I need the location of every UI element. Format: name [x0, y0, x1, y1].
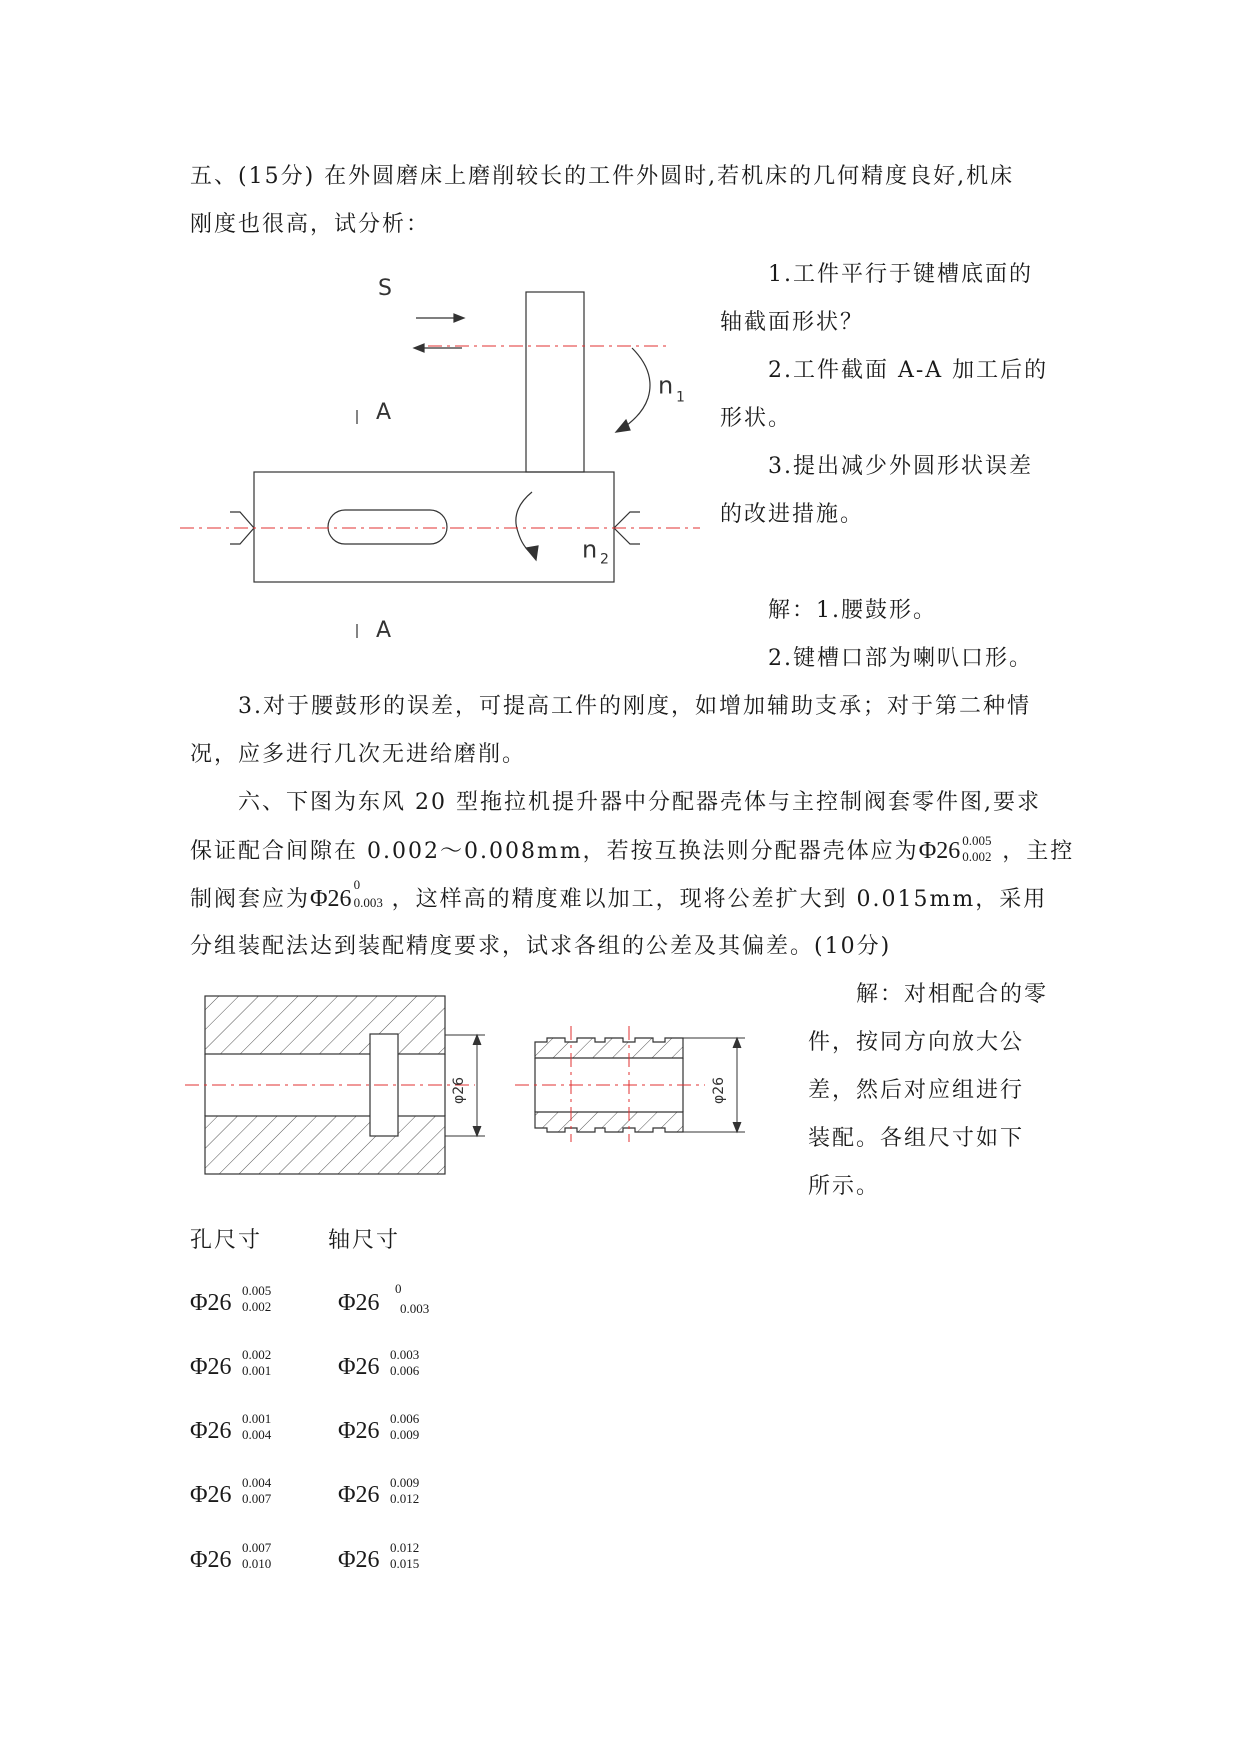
label-n2-sub: 2 — [600, 551, 609, 568]
q6-solution-2: 件，按同方向放大公 — [808, 1030, 1025, 1055]
dim-label-housing: φ26 — [451, 1076, 467, 1104]
q6-line-2 — [190, 833, 1075, 867]
q6-line-3 — [190, 877, 1048, 915]
q6-phi-26: Φ26 — [918, 838, 961, 864]
q6-line-3-post: ，这样高的精度难以加工，现将公差扩大到 0.015mm，采用 — [391, 887, 1048, 912]
parts-drawing — [185, 990, 785, 1180]
q5-item-1a: 1.工件平行于键槽底面的 — [768, 262, 1033, 287]
label-n1: n — [658, 371, 674, 400]
q5-answer-1: 解：1.腰鼓形。 — [768, 598, 937, 623]
rotation-arrow-n2 — [516, 492, 532, 554]
label-a-top: A — [376, 400, 392, 426]
q6-line-2-text: 保证配合间隙在 0.002～0.008mm，若按互换法则分配器壳体应为 — [190, 839, 919, 864]
grinding-wheel — [526, 292, 584, 472]
dim-label-sleeve: φ26 — [711, 1076, 727, 1104]
q5-answer-3a: 3.对于腰鼓形的误差，可提高工件的刚度，如增加辅助支承；对于第二种情 — [238, 694, 1031, 719]
q6-solution-3: 差，然后对应组进行 — [808, 1078, 1025, 1103]
label-s: S — [378, 276, 392, 302]
q6-line-4: 分组装配法达到装配精度要求，试求各组的公差及其偏差。(10分) — [190, 934, 892, 959]
q5-item-2b: 形状。 — [720, 406, 793, 431]
q6-line-1: 六、下图为东风 20 型拖拉机提升器中分配器壳体与主控制阀套零件图,要求 — [238, 790, 1041, 815]
label-a-bottom: A — [376, 618, 392, 644]
q5-item-2a: 2.工件截面 A-A 加工后的 — [768, 358, 1049, 383]
rotation-arrow-n1 — [620, 348, 650, 430]
q6-solution-4: 装配。各组尺寸如下 — [808, 1126, 1025, 1151]
q6-tolerance-2: 0 0.003 — [353, 877, 383, 910]
keyway-slot — [328, 510, 447, 544]
grinding-diagram — [180, 270, 700, 670]
q6-line-2-post: ，主控 — [1002, 839, 1075, 864]
q6-solution-5: 所示。 — [808, 1174, 881, 1199]
q5-line-2: 刚度也很高，试分析： — [190, 212, 431, 237]
q5-item-1b: 轴截面形状？ — [720, 310, 865, 335]
q5-item-3b: 的改进措施。 — [720, 502, 865, 527]
shaft-size-header: 轴尺寸 — [328, 1228, 401, 1253]
label-n1-sub: 1 — [676, 389, 685, 406]
q5-answer-3b: 况，应多进行几次无进给磨削。 — [190, 742, 527, 767]
q5-answer-2: 2.键槽口部为喇叭口形。 — [768, 646, 1033, 671]
label-n2: n — [582, 535, 598, 564]
q5-line-1: 五、(15分) 在外圆磨床上磨削较长的工件外圆时,若机床的几何精度良好,机床 — [190, 164, 1015, 189]
q6-line-3-text: 制阀套应为 — [190, 887, 311, 912]
q5-item-3a: 3.提出减少外圆形状误差 — [768, 454, 1033, 479]
hole-size-header: 孔尺寸 — [190, 1228, 263, 1253]
q6-solution-1: 解：对相配合的零 — [856, 982, 1049, 1007]
q6-phi-26-b: Φ26 — [310, 886, 352, 912]
q6-tolerance-1: 0.005 0.002 — [962, 833, 992, 864]
workpiece — [254, 472, 614, 582]
